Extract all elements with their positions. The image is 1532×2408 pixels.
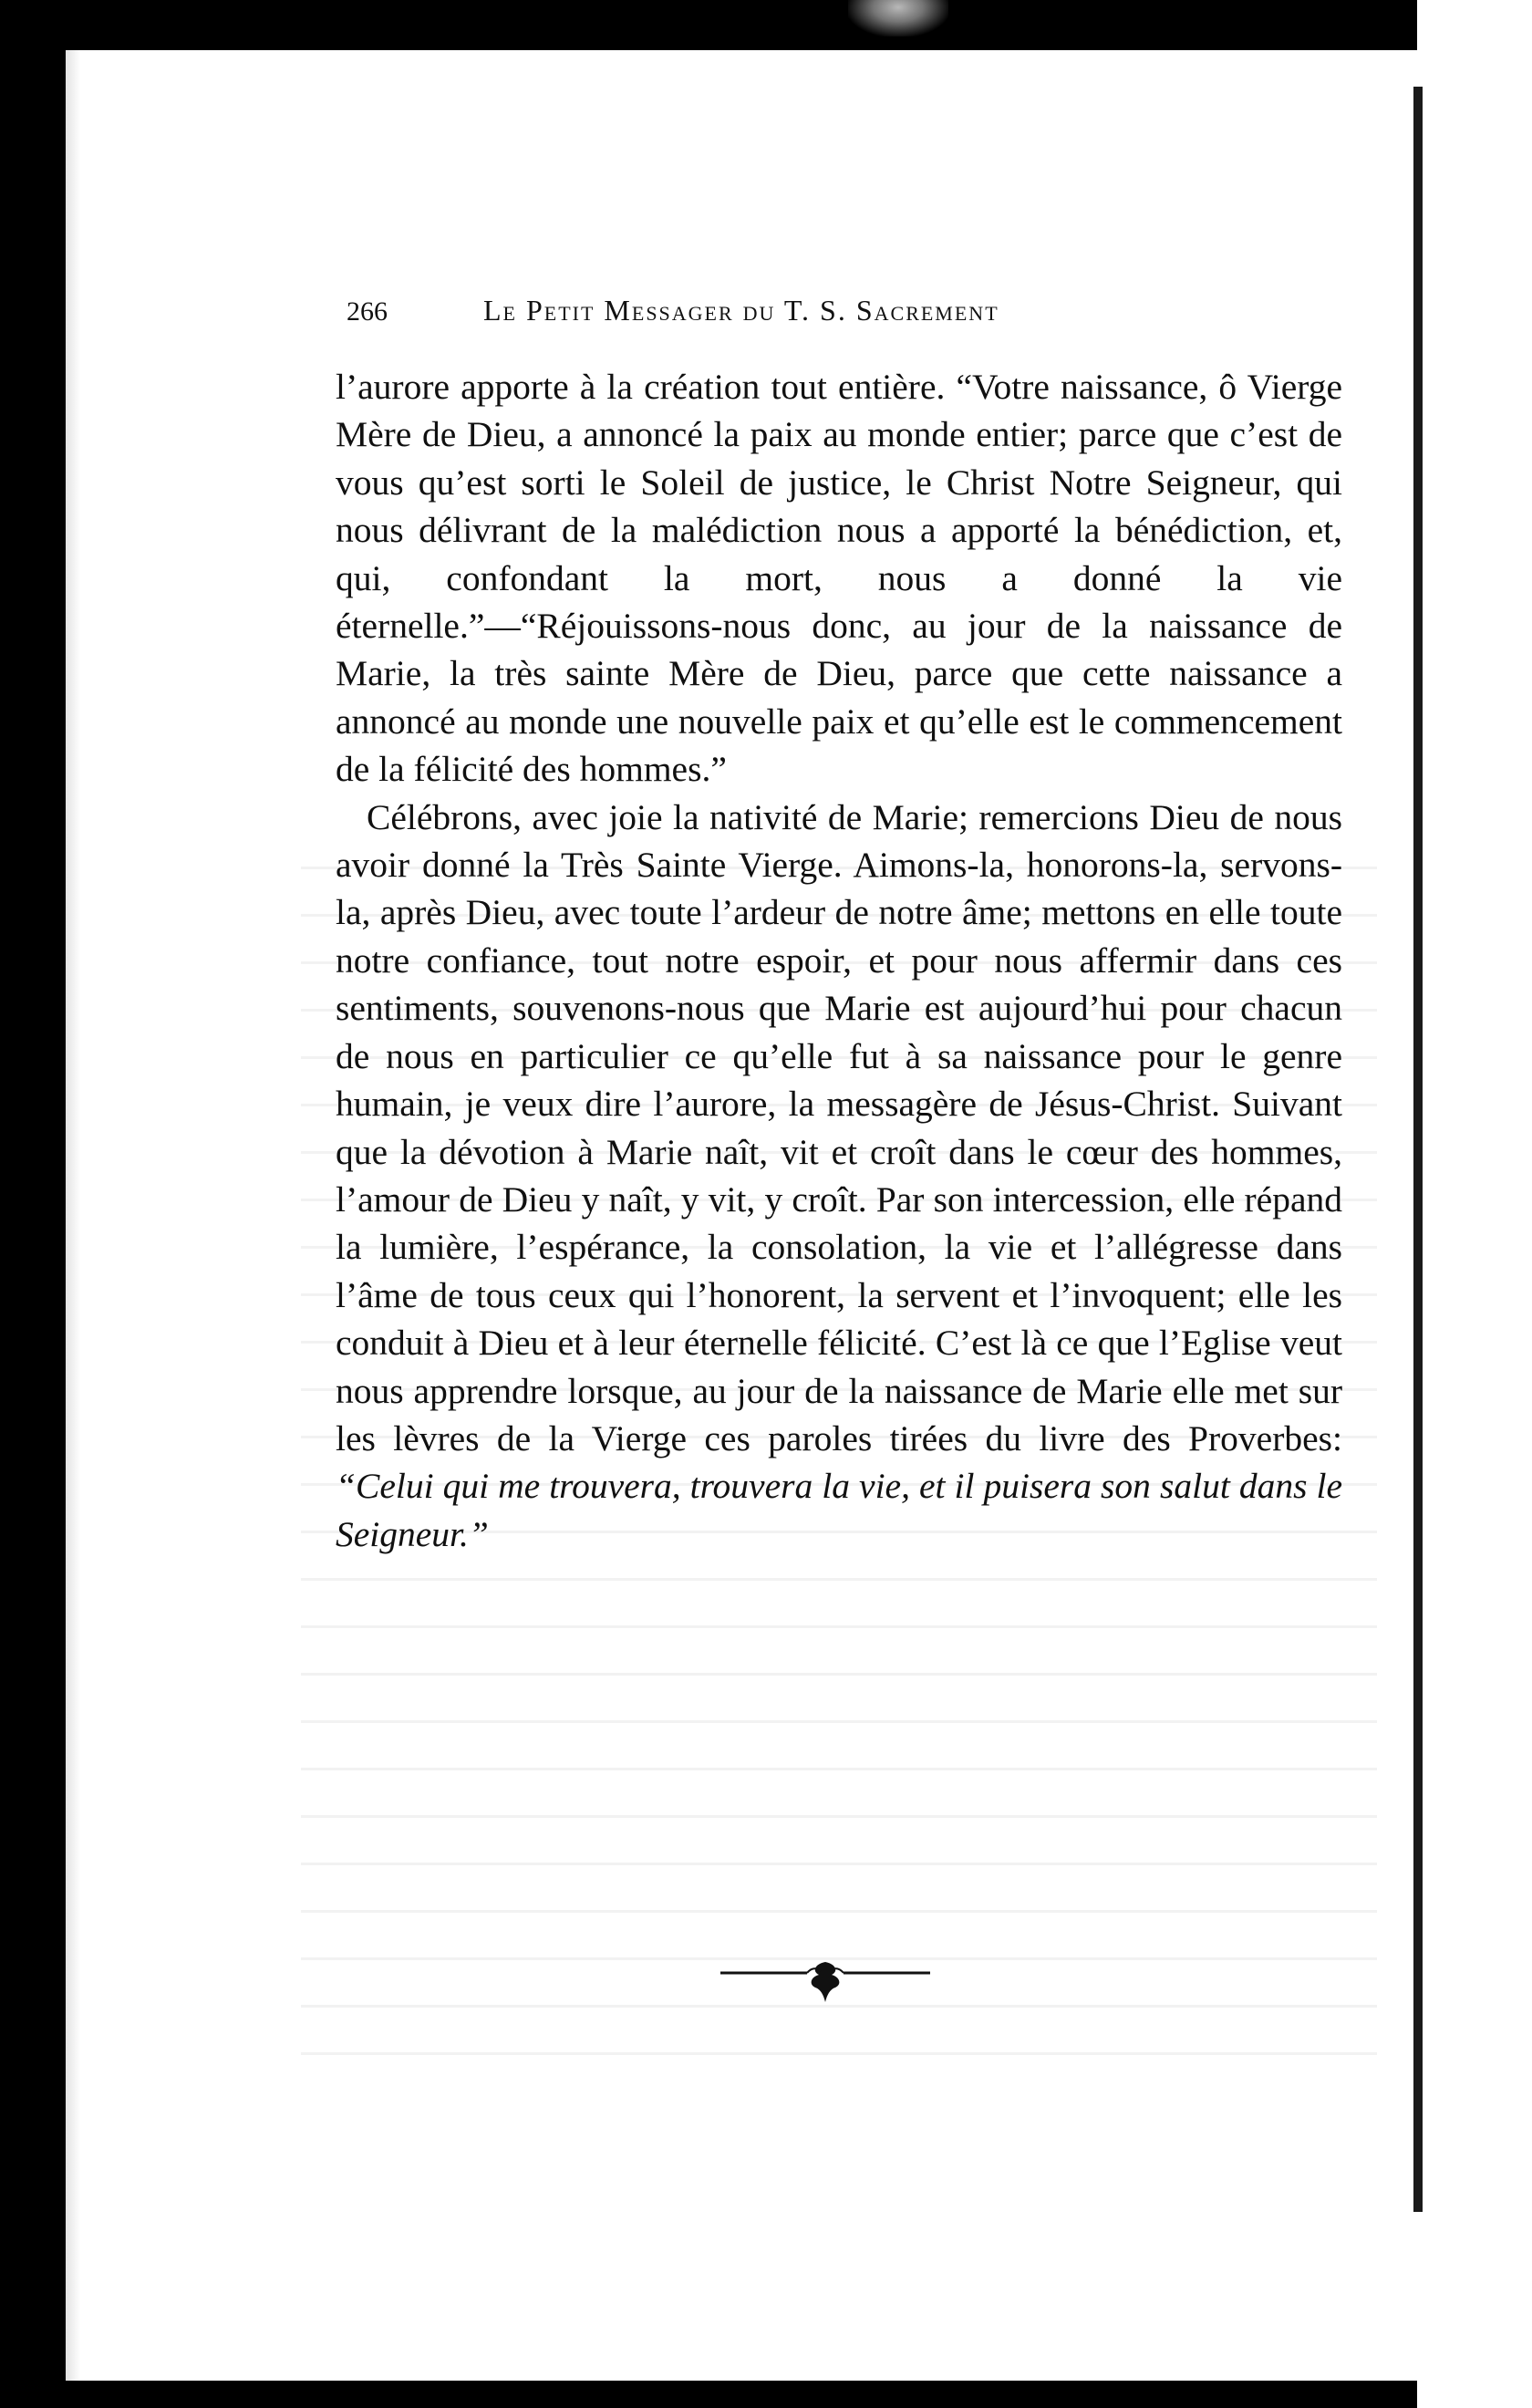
running-head [347, 287, 1350, 333]
paragraph [336, 794, 1342, 1559]
facing-page-edge [1417, 0, 1532, 2408]
page-number: 266 [347, 296, 388, 327]
body-text [336, 363, 1342, 1558]
running-title: Le Petit Messager du T. S. Sacrement [483, 294, 999, 327]
scripture-quote: “Celui qui me trouvera, trouvera la vie, et il puisera son salut dans le Seigneur.” [336, 1466, 1342, 1554]
scan-artifact [848, 0, 948, 36]
paragraph-text: Célébrons, avec joie la nativité de Marie; remercions Dieu de nous avoir donné la Très Sainte Vierge. Aimons-la, honorons-la, servons-la, après Dieu, avec toute l’ardeur de notre âme; mettons en elle toute notre confiance, tout notre espoir, et pour nous affermir dans ces sentiments, souvenons-nous que Marie est aujourd’hui pour chacun de nous en particulier ce qu’elle fut à sa naissance pour le genre humain, je veux dire l’aurore, la messagère de Jésus-Christ. Suivant que la dévotion à Marie naît, vit et croît dans le cœur des hommes, l’amour de Dieu y naît, y vit, y croît. Par son intercession, elle répand la lumière, l’espérance, la consolation, la vie et l’allégresse dans l’âme de tous ceux qui l’honorent, la servent et l’invoquent; elle les conduit à Dieu et à leur éternelle félicité. C’est là ce que l’Eglise veut nous apprendre lorsque, au jour de la naissance de Marie elle met sur les lèvres de la Vierge ces paroles tirées du livre des Proverbes: [336, 796, 1342, 1458]
page-shadow [66, 50, 80, 2381]
paragraph: l’aurore apporte à la création tout entière. “Votre naissance, ô Vierge Mère de Dieu, a annoncé la paix au monde entier; parce que c’est de vous qu’est sorti le Soleil de justice, le Christ Notre Seigneur, qui nous délivrant de la malédiction nous a apporté la bénédiction, et, qui, confondant la mort, nous a donné la vie éternelle.”—“Réjouissons-nous donc, au jour de la naissance de Marie, la très sainte Mère de Dieu, parce que cette naissance a annoncé au monde une nouvelle paix et qu’elle est le commencement de la félicité des hommes.” [336, 367, 1342, 790]
page-fold-line [1413, 87, 1423, 2212]
fleuron-divider-icon [720, 1955, 930, 2009]
